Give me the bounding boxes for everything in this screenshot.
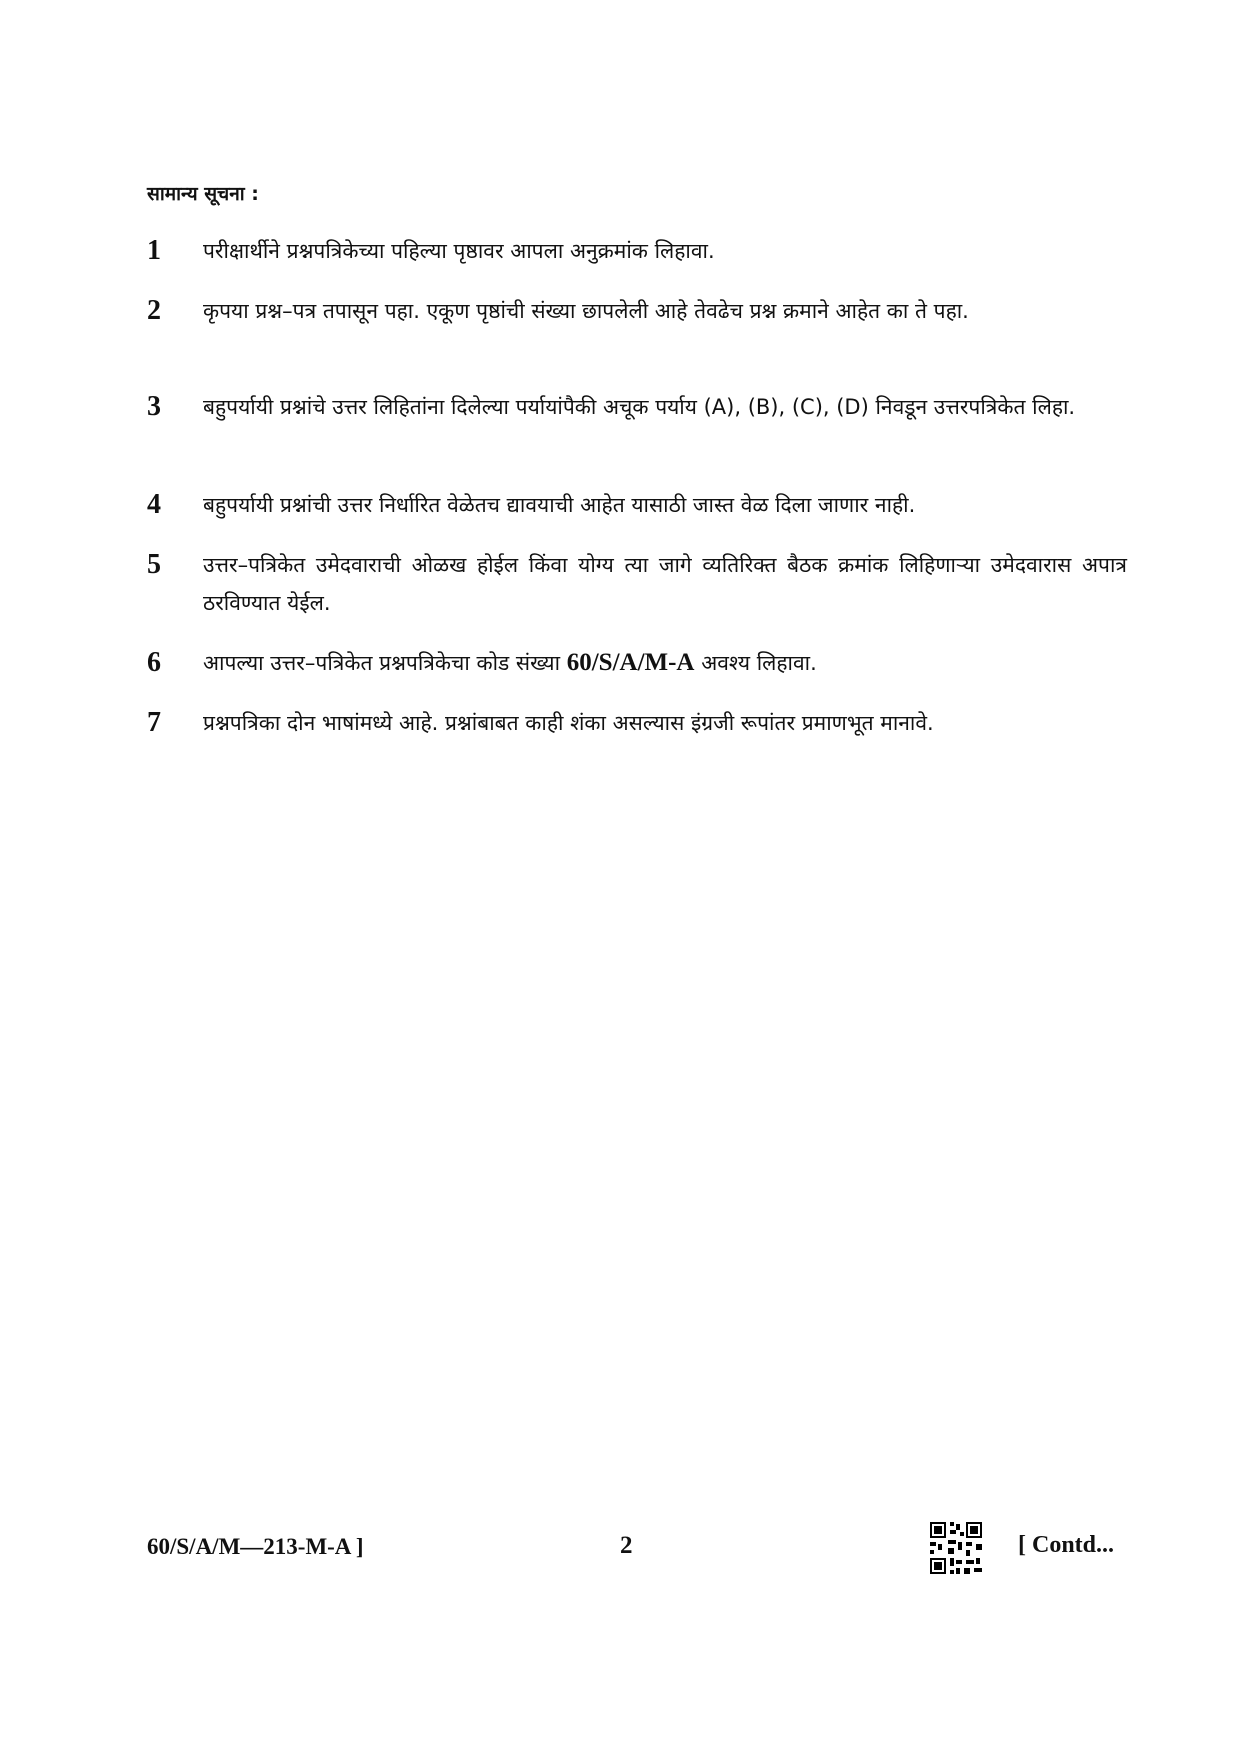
instruction-text: कृपया प्रश्न–पत्र तपासून पहा. एकूण पृष्ठांची संख्या छापलेली आहे तेवढेच प्रश्न क्रमाने आहेत का ते पहा. — [203, 299, 969, 323]
instruction-item — [147, 546, 1127, 622]
instruction-item — [147, 232, 1127, 270]
instruction-text: उत्तर–पत्रिकेत उमेदवाराची ओळख होईल किंवा योग्य त्या जागे व्यतिरिक्त बैठक क्रमांक लिहिणाऱ्या उमेदवारास अपात्र ठरविण्यात येईल. — [203, 553, 1127, 615]
instruction-text-before: आपल्या उत्तर–पत्रिकेत प्रश्नपत्रिकेचा कोड संख्या — [203, 651, 561, 675]
instruction-item — [147, 292, 1127, 330]
instruction-text: बहुपर्यायी प्रश्नांचे उत्तर लिहितांना दिलेल्या पर्यायांपैकी अचूक पर्याय (A), (B), (C), (D) निवडून उत्तरपत्रिकेत लिहा. — [203, 395, 1076, 419]
instruction-text-after: अवश्य लिहावा. — [701, 651, 817, 675]
page-number: 2 — [620, 1532, 633, 1559]
instruction-number: 6 — [147, 647, 161, 678]
instruction-number: 1 — [147, 235, 161, 266]
instruction-number: 5 — [147, 549, 161, 580]
instruction-text: परीक्षार्थीने प्रश्नपत्रिकेच्या पहिल्या पृष्ठावर आपला अनुक्रमांक लिहावा. — [203, 239, 715, 263]
instruction-text: प्रश्नपत्रिका दोन भाषांमध्ये आहे. प्रश्नांबाबत काही शंका असल्यास इंग्रजी रूपांतर प्रमाणभूत मानावे. — [203, 711, 934, 735]
question-paper-code: 60/S/A/M-A — [566, 649, 695, 676]
instructions-heading: सामान्य सूचना : — [147, 183, 259, 205]
instruction-item — [147, 486, 1127, 524]
instruction-item — [147, 388, 1127, 426]
instruction-number: 3 — [147, 391, 161, 422]
qr-code-icon — [928, 1520, 984, 1576]
continued-label: [ Contd... — [1018, 1532, 1115, 1558]
instruction-number: 2 — [147, 295, 161, 326]
instruction-number: 7 — [147, 707, 161, 738]
footer-paper-code: 60/S/A/M—213-M-A ] — [147, 1534, 364, 1559]
instruction-text: बहुपर्यायी प्रश्नांची उत्तर निर्धारित वेळेतच द्यावयाची आहेत यासाठी जास्त वेळ दिला जाणार नाही. — [203, 493, 916, 517]
instruction-item — [147, 644, 1127, 682]
instruction-number: 4 — [147, 489, 161, 520]
instruction-text — [203, 644, 1127, 682]
instruction-item — [147, 704, 1127, 742]
